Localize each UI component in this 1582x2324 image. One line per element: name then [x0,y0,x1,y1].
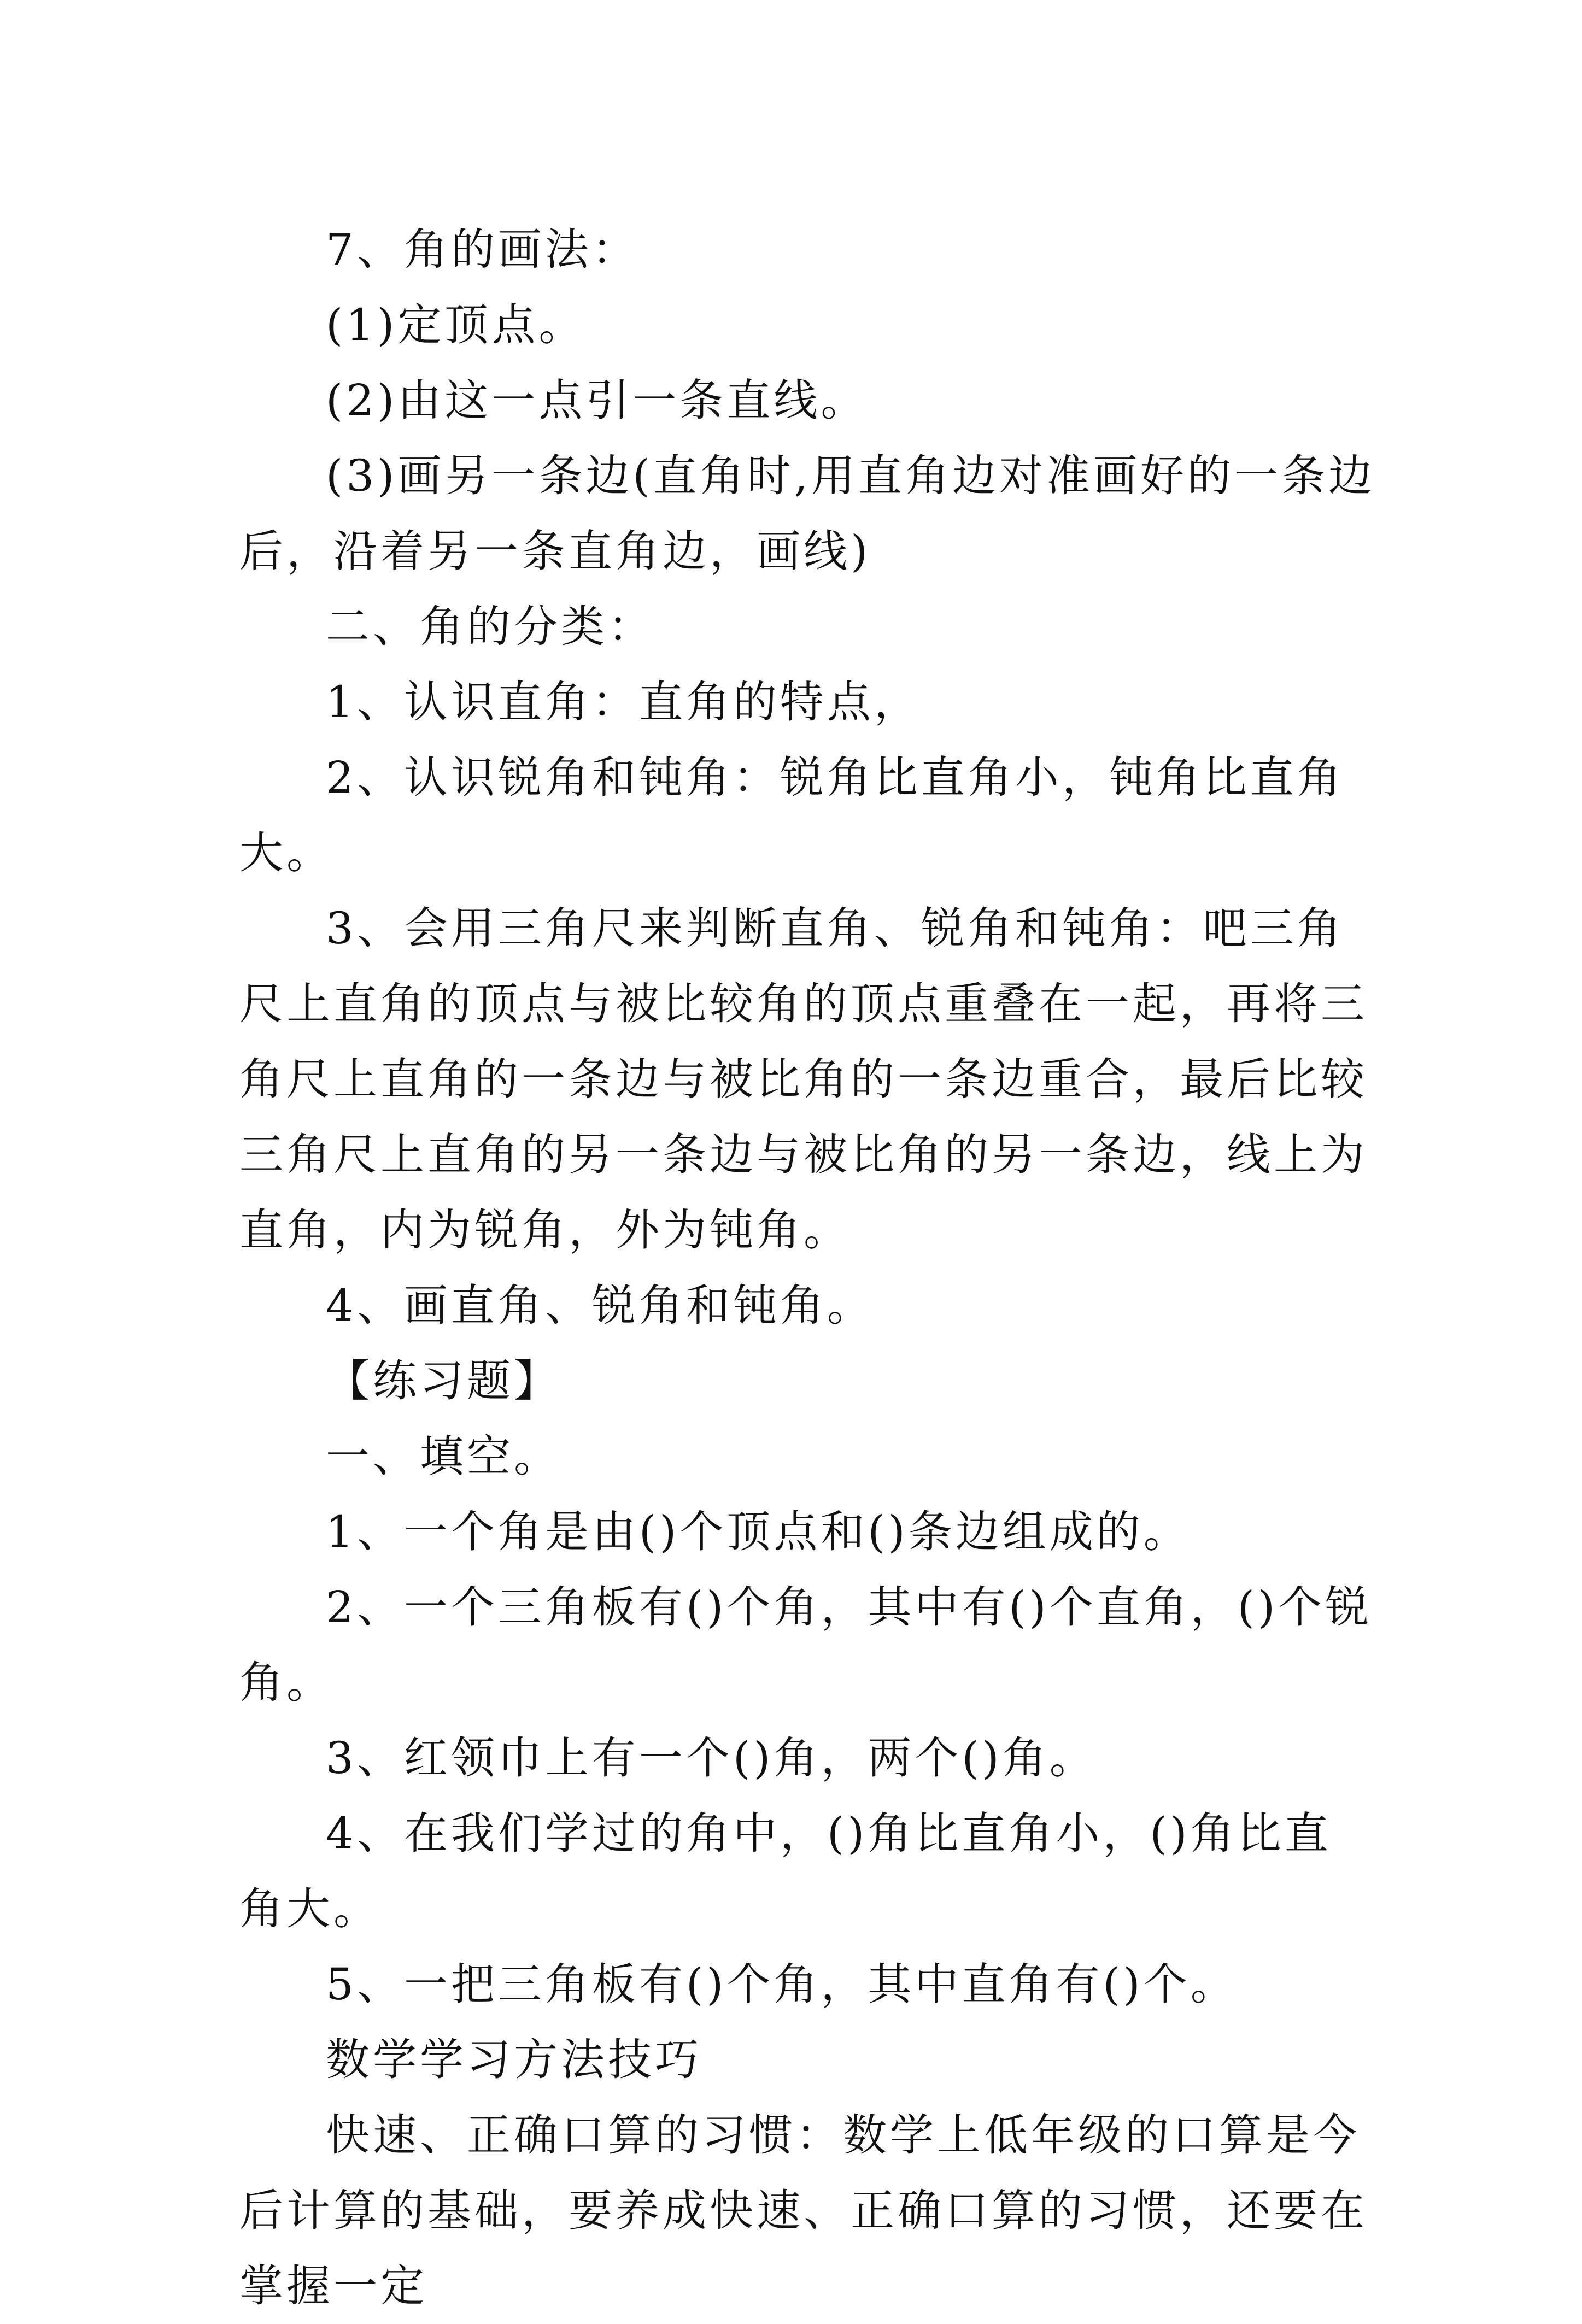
paragraph-mental-math-habit: 快速、正确口算的习惯：数学上低年级的口算是今后计算的基础，要养成快速、正确口算的习惯，还要在掌握一定 [239,2110,1368,2311]
paragraph-angle-drawing-heading: 7、角的画法： [326,224,639,275]
document-body [239,212,1376,2324]
paragraph-acute-obtuse: 2、认识锐角和钝角：锐角比直角小，钝角比直角大。 [239,752,1344,878]
paragraph-question-5: 5、一把三角板有()个角，其中直角有()个。 [326,1959,1238,2010]
paragraph-question-2: 2、一个三角板有()个角，其中有()个直角，()个锐角。 [239,1582,1373,1708]
paragraph-step-1: (1)定顶点。 [326,300,586,350]
paragraph-triangle-ruler-method: 3、会用三角尺来判断直角、锐角和钝角：吧三角尺上直角的顶点与被比较角的顶点重叠在一起，再将三角尺上直角的一条边与被比角的一条边重合，最后比较三角尺上直角的另一条边与被比角的另一条边，线上为直角，内为锐角，外为钝角。 [239,903,1368,1255]
paragraph-step-3: (3)画另一条边(直角时,用直角边对准画好的一条边后，沿着另一条直角边，画线) [239,450,1375,577]
paragraph-question-3: 3、红领巾上有一个()角，两个()角。 [326,1733,1097,1783]
paragraph-question-4: 4、在我们学过的角中，()角比直角小，()角比直角大。 [239,1808,1332,1934]
paragraph-question-1: 1、一个角是由()个顶点和()条边组成的。 [326,1506,1191,1557]
paragraph-fill-blank-heading: 一、填空。 [326,1431,561,1482]
paragraph-draw-angles: 4、画直角、锐角和钝角。 [326,1280,874,1331]
paragraph-step-2: (2)由这一点引一条直线。 [326,375,868,426]
paragraph-exercise-heading: 【练习题】 [326,1355,561,1406]
paragraph-math-tips-heading: 数学学习方法技巧 [326,2034,702,2085]
paragraph-right-angle: 1、认识直角：直角的特点， [326,677,921,727]
paragraph-angle-classification-heading: 二、角的分类： [326,601,655,652]
